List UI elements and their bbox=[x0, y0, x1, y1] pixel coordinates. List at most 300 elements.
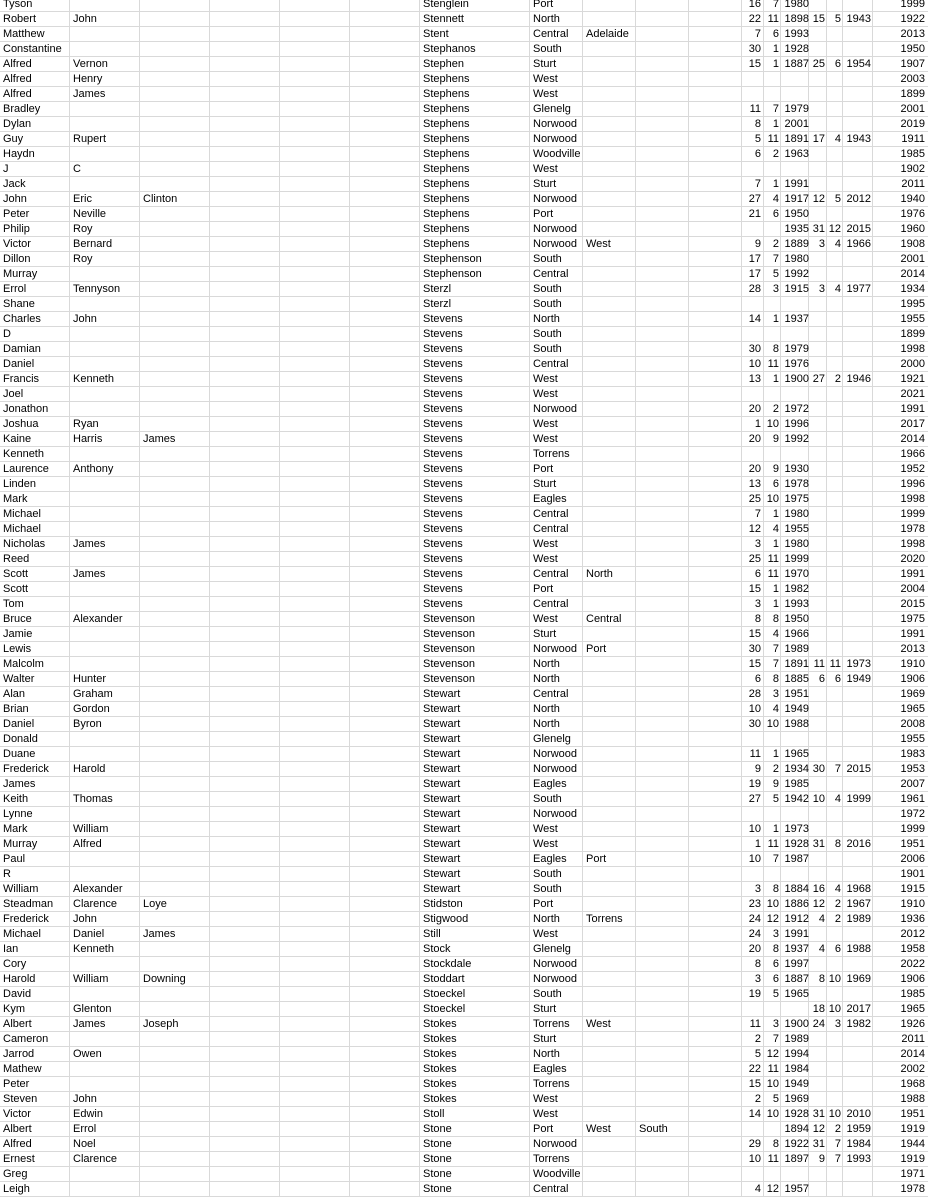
cell-death-day[interactable]: 6 bbox=[818, 673, 825, 685]
cell-surname[interactable]: Sterzl bbox=[423, 283, 452, 295]
cell-death-month[interactable] bbox=[827, 597, 841, 612]
cell-middle-name-2[interactable] bbox=[143, 1047, 207, 1062]
cell-middle-name-2[interactable]: Clinton bbox=[143, 193, 178, 205]
cell-death-day[interactable] bbox=[809, 687, 825, 702]
cell-surname[interactable]: Stephens bbox=[423, 178, 470, 190]
cell-death-month[interactable]: 2 bbox=[834, 898, 841, 910]
cell-surname[interactable]: Stephenson bbox=[423, 268, 482, 280]
cell-club-1[interactable]: South bbox=[533, 988, 562, 1000]
cell-surname[interactable]: Stewart bbox=[423, 793, 461, 805]
cell-debut-year[interactable]: 1951 bbox=[900, 838, 925, 850]
cell-birth-month[interactable]: 4 bbox=[772, 628, 779, 640]
cell-birth-year[interactable]: 1980 bbox=[784, 508, 809, 520]
cell-club-3[interactable] bbox=[639, 357, 687, 372]
cell-birth-year[interactable]: 1993 bbox=[784, 28, 809, 40]
cell-birth-day[interactable]: 10 bbox=[748, 1153, 761, 1165]
cell-death-month[interactable] bbox=[827, 927, 841, 942]
cell-club-1[interactable]: Eagles bbox=[533, 853, 567, 865]
cell-club-2[interactable] bbox=[586, 807, 634, 822]
cell-debut-year[interactable]: 1999 bbox=[900, 508, 925, 520]
cell-club-2[interactable] bbox=[586, 462, 634, 477]
cell-club-1[interactable]: West bbox=[533, 373, 558, 385]
cell-death-month[interactable]: 7 bbox=[834, 763, 841, 775]
cell-death-year[interactable]: 1989 bbox=[846, 913, 871, 925]
cell-middle-name-2[interactable] bbox=[143, 987, 207, 1002]
cell-club-3[interactable] bbox=[639, 492, 687, 507]
cell-club-1[interactable]: South bbox=[533, 253, 562, 265]
cell-club-2[interactable] bbox=[586, 87, 634, 102]
cell-club-1[interactable]: Norwood bbox=[533, 958, 578, 970]
cell-club-2[interactable] bbox=[586, 102, 634, 117]
cell-middle-name-2[interactable]: Joseph bbox=[143, 1018, 179, 1030]
cell-first-name[interactable]: David bbox=[3, 988, 32, 1000]
cell-club-2[interactable] bbox=[586, 1167, 634, 1182]
cell-middle-name-2[interactable] bbox=[143, 1032, 207, 1047]
cell-birth-month[interactable]: 2 bbox=[772, 403, 779, 415]
cell-surname[interactable]: Stephens bbox=[423, 163, 470, 175]
cell-club-1[interactable]: Sturt bbox=[533, 178, 557, 190]
cell-first-name[interactable]: J bbox=[3, 163, 9, 175]
cell-club-2[interactable] bbox=[586, 132, 634, 147]
cell-death-day[interactable]: 31 bbox=[812, 223, 825, 235]
cell-middle-name-2[interactable] bbox=[143, 342, 207, 357]
cell-club-2[interactable] bbox=[586, 942, 634, 957]
cell-club-1[interactable]: Central bbox=[533, 523, 569, 535]
cell-first-name[interactable]: Lynne bbox=[3, 808, 33, 820]
cell-club-3[interactable] bbox=[639, 852, 687, 867]
cell-middle-name-2[interactable] bbox=[143, 1122, 207, 1137]
cell-middle-name-1[interactable] bbox=[73, 447, 137, 462]
cell-birth-month[interactable]: 8 bbox=[772, 673, 779, 685]
cell-death-year[interactable] bbox=[843, 327, 871, 342]
cell-first-name[interactable]: Dillon bbox=[3, 253, 31, 265]
cell-first-name[interactable]: Daniel bbox=[3, 718, 35, 730]
cell-death-year[interactable]: 1969 bbox=[846, 973, 871, 985]
cell-birth-year[interactable]: 1886 bbox=[784, 898, 809, 910]
cell-club-1[interactable]: Port bbox=[533, 1123, 554, 1135]
cell-club-2[interactable] bbox=[586, 627, 634, 642]
cell-first-name[interactable]: Peter bbox=[3, 208, 30, 220]
cell-birth-month[interactable]: 11 bbox=[767, 13, 779, 25]
cell-middle-name-1[interactable] bbox=[73, 507, 137, 522]
cell-death-year[interactable] bbox=[843, 417, 871, 432]
cell-middle-name-1[interactable]: Graham bbox=[73, 688, 113, 700]
cell-middle-name-2[interactable] bbox=[143, 237, 207, 252]
cell-death-year[interactable] bbox=[843, 1047, 871, 1062]
cell-middle-name-1[interactable]: John bbox=[73, 313, 97, 325]
cell-surname[interactable]: Stephens bbox=[423, 103, 470, 115]
cell-death-day[interactable] bbox=[809, 72, 825, 87]
cell-surname[interactable]: Stephens bbox=[423, 88, 470, 100]
cell-death-year[interactable] bbox=[843, 1032, 871, 1047]
cell-surname[interactable]: Stevens bbox=[423, 568, 463, 580]
cell-middle-name-1[interactable]: Bernard bbox=[73, 238, 113, 250]
cell-surname[interactable]: Stevens bbox=[423, 358, 463, 370]
cell-middle-name-2[interactable] bbox=[143, 102, 207, 117]
cell-birth-month[interactable]: 7 bbox=[772, 643, 779, 655]
cell-middle-name-2[interactable] bbox=[143, 792, 207, 807]
cell-birth-year[interactable]: 1985 bbox=[784, 778, 809, 790]
cell-middle-name-1[interactable] bbox=[73, 402, 137, 417]
cell-death-month[interactable] bbox=[827, 42, 841, 57]
cell-birth-day[interactable]: 7 bbox=[754, 508, 761, 520]
cell-club-3[interactable] bbox=[639, 477, 687, 492]
cell-birth-year[interactable]: 1935 bbox=[784, 223, 809, 235]
cell-club-3[interactable] bbox=[639, 732, 687, 747]
cell-birth-month[interactable]: 8 bbox=[772, 613, 779, 625]
cell-club-3[interactable] bbox=[639, 207, 687, 222]
cell-death-day[interactable] bbox=[809, 342, 825, 357]
cell-birth-month[interactable]: 12 bbox=[766, 1048, 779, 1060]
cell-birth-day[interactable]: 30 bbox=[748, 643, 761, 655]
cell-first-name[interactable]: Robert bbox=[3, 13, 37, 25]
cell-birth-day[interactable]: 25 bbox=[748, 553, 761, 565]
cell-death-month[interactable]: 4 bbox=[834, 283, 841, 295]
cell-middle-name-1[interactable]: Kenneth bbox=[73, 943, 114, 955]
cell-death-day[interactable]: 4 bbox=[818, 943, 825, 955]
cell-death-year[interactable] bbox=[843, 447, 871, 462]
cell-death-year[interactable]: 1973 bbox=[846, 658, 871, 670]
cell-club-1[interactable]: Torrens bbox=[533, 448, 570, 460]
cell-surname[interactable]: Stokes bbox=[423, 1018, 457, 1030]
cell-middle-name-1[interactable]: Rupert bbox=[73, 133, 107, 145]
cell-club-1[interactable]: Norwood bbox=[533, 973, 578, 985]
cell-death-month[interactable] bbox=[827, 1167, 841, 1182]
cell-first-name[interactable]: Paul bbox=[3, 853, 26, 865]
cell-birth-month[interactable]: 12 bbox=[766, 913, 779, 925]
cell-birth-year[interactable]: 1994 bbox=[784, 1048, 809, 1060]
cell-death-year[interactable]: 1946 bbox=[846, 373, 871, 385]
cell-death-month[interactable] bbox=[827, 87, 841, 102]
cell-first-name[interactable]: Shane bbox=[3, 298, 35, 310]
cell-debut-year[interactable]: 2000 bbox=[900, 358, 925, 370]
cell-middle-name-1[interactable] bbox=[73, 1077, 137, 1092]
cell-middle-name-2[interactable] bbox=[143, 567, 207, 582]
cell-death-year[interactable] bbox=[843, 42, 871, 57]
cell-club-2[interactable] bbox=[586, 357, 634, 372]
cell-death-year[interactable] bbox=[843, 27, 871, 42]
cell-club-3[interactable] bbox=[639, 972, 687, 987]
cell-surname[interactable]: Stewart bbox=[423, 718, 461, 730]
cell-death-day[interactable] bbox=[809, 177, 825, 192]
cell-middle-name-2[interactable] bbox=[143, 477, 207, 492]
cell-first-name[interactable]: Laurence bbox=[3, 463, 49, 475]
cell-middle-name-1[interactable] bbox=[73, 297, 137, 312]
cell-club-2[interactable] bbox=[586, 282, 634, 297]
cell-first-name[interactable]: Mark bbox=[3, 493, 28, 505]
cell-middle-name-2[interactable] bbox=[143, 882, 207, 897]
cell-club-2[interactable] bbox=[586, 762, 634, 777]
cell-death-month[interactable] bbox=[827, 1047, 841, 1062]
cell-death-year[interactable]: 1977 bbox=[846, 283, 871, 295]
cell-club-1[interactable]: Eagles bbox=[533, 1063, 567, 1075]
cell-birth-day[interactable]: 10 bbox=[748, 823, 761, 835]
cell-middle-name-2[interactable] bbox=[143, 1107, 207, 1122]
cell-birth-month[interactable]: 5 bbox=[772, 268, 779, 280]
cell-club-1[interactable]: North bbox=[533, 313, 560, 325]
cell-death-year[interactable]: 1967 bbox=[846, 898, 871, 910]
cell-death-day[interactable]: 12 bbox=[812, 898, 825, 910]
cell-debut-year[interactable]: 1999 bbox=[900, 823, 925, 835]
cell-birth-day[interactable]: 7 bbox=[754, 28, 761, 40]
cell-club-3[interactable] bbox=[639, 12, 687, 27]
cell-club-1[interactable]: West bbox=[533, 163, 558, 175]
cell-middle-name-1[interactable] bbox=[73, 1062, 137, 1077]
cell-death-year[interactable]: 1982 bbox=[846, 1018, 871, 1030]
cell-birth-month[interactable]: 7 bbox=[772, 853, 779, 865]
cell-debut-year[interactable]: 1978 bbox=[900, 1183, 925, 1195]
cell-club-3[interactable] bbox=[639, 612, 687, 627]
cell-middle-name-1[interactable] bbox=[73, 957, 137, 972]
cell-middle-name-2[interactable] bbox=[143, 417, 207, 432]
cell-death-month[interactable]: 2 bbox=[834, 373, 841, 385]
cell-club-2[interactable] bbox=[586, 882, 634, 897]
cell-club-2[interactable] bbox=[586, 477, 634, 492]
cell-death-year[interactable] bbox=[843, 552, 871, 567]
cell-birth-day[interactable]: 24 bbox=[748, 913, 761, 925]
cell-first-name[interactable]: Albert bbox=[3, 1018, 32, 1030]
cell-club-3[interactable]: South bbox=[639, 1123, 668, 1135]
cell-birth-day[interactable]: 9 bbox=[754, 238, 761, 250]
cell-birth-month[interactable]: 8 bbox=[772, 943, 779, 955]
cell-debut-year[interactable]: 2017 bbox=[900, 418, 925, 430]
cell-death-year[interactable] bbox=[843, 507, 871, 522]
cell-birth-month[interactable] bbox=[764, 297, 779, 312]
cell-birth-year[interactable] bbox=[783, 327, 809, 342]
cell-club-3[interactable] bbox=[639, 627, 687, 642]
cell-death-month[interactable]: 8 bbox=[834, 838, 841, 850]
cell-debut-year[interactable]: 1944 bbox=[900, 1138, 925, 1150]
cell-birth-month[interactable]: 10 bbox=[766, 1108, 779, 1120]
cell-first-name[interactable]: Alan bbox=[3, 688, 26, 700]
cell-debut-year[interactable]: 1971 bbox=[900, 1168, 925, 1180]
cell-birth-day[interactable]: 22 bbox=[748, 13, 761, 25]
cell-middle-name-2[interactable] bbox=[143, 1077, 207, 1092]
cell-death-day[interactable] bbox=[809, 1182, 825, 1197]
cell-first-name[interactable]: Harold bbox=[3, 973, 36, 985]
cell-death-year[interactable] bbox=[843, 1182, 871, 1197]
cell-birth-month[interactable]: 9 bbox=[772, 433, 779, 445]
cell-club-2[interactable] bbox=[586, 492, 634, 507]
cell-death-day[interactable] bbox=[809, 927, 825, 942]
cell-birth-month[interactable]: 4 bbox=[772, 193, 779, 205]
cell-middle-name-1[interactable] bbox=[73, 117, 137, 132]
cell-club-2[interactable] bbox=[586, 117, 634, 132]
cell-middle-name-2[interactable] bbox=[143, 447, 207, 462]
cell-birth-month[interactable]: 8 bbox=[772, 343, 779, 355]
cell-death-year[interactable] bbox=[843, 822, 871, 837]
cell-club-2[interactable] bbox=[586, 867, 634, 882]
cell-death-month[interactable]: 12 bbox=[828, 223, 841, 235]
cell-death-year[interactable] bbox=[843, 567, 871, 582]
cell-debut-year[interactable]: 2021 bbox=[900, 388, 925, 400]
cell-death-month[interactable] bbox=[827, 1182, 841, 1197]
cell-birth-month[interactable]: 7 bbox=[772, 0, 779, 10]
cell-death-day[interactable] bbox=[809, 987, 825, 1002]
cell-club-2[interactable] bbox=[586, 12, 634, 27]
cell-debut-year[interactable]: 2006 bbox=[900, 853, 925, 865]
cell-middle-name-1[interactable]: Henry bbox=[73, 73, 103, 85]
cell-debut-year[interactable]: 1936 bbox=[900, 913, 925, 925]
cell-death-year[interactable] bbox=[843, 342, 871, 357]
cell-birth-month[interactable]: 7 bbox=[772, 103, 779, 115]
cell-club-1[interactable]: North bbox=[533, 703, 560, 715]
cell-club-2[interactable] bbox=[586, 582, 634, 597]
cell-club-2[interactable] bbox=[586, 1032, 634, 1047]
cell-death-year[interactable]: 2012 bbox=[846, 193, 871, 205]
cell-birth-year[interactable]: 1897 bbox=[784, 1153, 809, 1165]
cell-birth-month[interactable]: 8 bbox=[772, 883, 779, 895]
cell-debut-year[interactable]: 2013 bbox=[900, 28, 925, 40]
cell-first-name[interactable]: Victor bbox=[3, 1108, 31, 1120]
cell-middle-name-2[interactable] bbox=[143, 207, 207, 222]
cell-surname[interactable]: Stevens bbox=[423, 523, 463, 535]
cell-death-month[interactable]: 6 bbox=[834, 943, 841, 955]
cell-first-name[interactable]: Alfred bbox=[3, 88, 32, 100]
cell-middle-name-1[interactable]: Glenton bbox=[73, 1003, 112, 1015]
cell-death-year[interactable]: 1984 bbox=[846, 1138, 871, 1150]
cell-middle-name-1[interactable]: Daniel bbox=[73, 928, 105, 940]
cell-middle-name-2[interactable] bbox=[143, 1152, 207, 1167]
cell-death-month[interactable]: 6 bbox=[834, 58, 841, 70]
cell-middle-name-2[interactable] bbox=[143, 822, 207, 837]
cell-club-2[interactable] bbox=[586, 747, 634, 762]
cell-club-1[interactable]: Sturt bbox=[533, 1003, 557, 1015]
cell-death-day[interactable] bbox=[809, 582, 825, 597]
cell-debut-year[interactable]: 1991 bbox=[900, 403, 925, 415]
cell-club-1[interactable]: Glenelg bbox=[533, 943, 571, 955]
cell-middle-name-1[interactable] bbox=[73, 357, 137, 372]
cell-club-1[interactable]: Central bbox=[533, 1183, 569, 1195]
cell-surname[interactable]: Stephens bbox=[423, 118, 470, 130]
cell-club-1[interactable]: North bbox=[533, 1048, 560, 1060]
cell-first-name[interactable]: Steadman bbox=[3, 898, 54, 910]
cell-death-year[interactable]: 1999 bbox=[846, 793, 871, 805]
cell-middle-name-2[interactable] bbox=[143, 0, 207, 12]
cell-club-1[interactable]: North bbox=[533, 673, 560, 685]
cell-surname[interactable]: Stevenson bbox=[423, 643, 475, 655]
cell-first-name[interactable]: Duane bbox=[3, 748, 36, 760]
cell-middle-name-1[interactable]: Harold bbox=[73, 763, 106, 775]
cell-death-day[interactable]: 3 bbox=[818, 238, 825, 250]
cell-debut-year[interactable]: 1953 bbox=[900, 763, 925, 775]
cell-debut-year[interactable]: 2011 bbox=[901, 178, 925, 190]
cell-middle-name-2[interactable] bbox=[143, 852, 207, 867]
cell-middle-name-2[interactable] bbox=[143, 867, 207, 882]
cell-middle-name-1[interactable] bbox=[73, 1167, 137, 1182]
cell-middle-name-2[interactable] bbox=[143, 492, 207, 507]
cell-club-1[interactable]: Central bbox=[533, 688, 569, 700]
cell-club-1[interactable]: Woodville bbox=[533, 148, 581, 160]
cell-debut-year[interactable]: 1901 bbox=[900, 868, 925, 880]
cell-death-month[interactable] bbox=[827, 687, 841, 702]
cell-debut-year[interactable]: 1915 bbox=[900, 883, 925, 895]
cell-death-year[interactable]: 1949 bbox=[846, 673, 871, 685]
cell-club-1[interactable]: West bbox=[533, 433, 558, 445]
cell-birth-day[interactable]: 22 bbox=[748, 1063, 761, 1075]
cell-death-day[interactable]: 8 bbox=[818, 973, 825, 985]
cell-birth-month[interactable] bbox=[764, 447, 779, 462]
cell-first-name[interactable]: D bbox=[3, 328, 11, 340]
cell-middle-name-2[interactable] bbox=[143, 12, 207, 27]
cell-club-1[interactable]: Norwood bbox=[533, 808, 578, 820]
cell-birth-year[interactable]: 1982 bbox=[784, 583, 809, 595]
cell-club-2[interactable] bbox=[586, 387, 634, 402]
cell-birth-year[interactable]: 1950 bbox=[784, 208, 809, 220]
cell-club-3[interactable] bbox=[639, 1032, 687, 1047]
cell-debut-year[interactable]: 2020 bbox=[900, 553, 925, 565]
cell-middle-name-2[interactable] bbox=[143, 837, 207, 852]
cell-club-1[interactable]: Sturt bbox=[533, 58, 557, 70]
cell-death-year[interactable] bbox=[843, 957, 871, 972]
cell-club-3[interactable] bbox=[639, 687, 687, 702]
cell-club-2[interactable] bbox=[586, 1107, 634, 1122]
cell-death-year[interactable] bbox=[843, 492, 871, 507]
cell-club-2[interactable]: Port bbox=[586, 643, 607, 655]
cell-club-2[interactable] bbox=[586, 777, 634, 792]
cell-club-2[interactable] bbox=[586, 342, 634, 357]
cell-death-day[interactable] bbox=[809, 1092, 825, 1107]
cell-death-year[interactable]: 1968 bbox=[846, 883, 871, 895]
cell-birth-year[interactable]: 1900 bbox=[784, 1018, 809, 1030]
cell-first-name[interactable]: Michael bbox=[3, 928, 41, 940]
cell-middle-name-1[interactable]: John bbox=[73, 913, 97, 925]
cell-club-1[interactable]: Norwood bbox=[533, 403, 578, 415]
cell-first-name[interactable]: Jonathon bbox=[3, 403, 49, 415]
cell-death-day[interactable] bbox=[809, 432, 825, 447]
cell-middle-name-2[interactable] bbox=[143, 642, 207, 657]
cell-club-3[interactable] bbox=[639, 597, 687, 612]
cell-debut-year[interactable]: 1983 bbox=[900, 748, 925, 760]
cell-middle-name-2[interactable] bbox=[143, 1092, 207, 1107]
cell-club-3[interactable] bbox=[639, 777, 687, 792]
cell-birth-day[interactable]: 6 bbox=[754, 148, 761, 160]
cell-birth-month[interactable]: 6 bbox=[772, 478, 779, 490]
cell-surname[interactable]: Sterzl bbox=[423, 298, 452, 310]
cell-death-year[interactable] bbox=[843, 117, 871, 132]
cell-birth-month[interactable]: 9 bbox=[772, 778, 779, 790]
cell-death-month[interactable] bbox=[827, 27, 841, 42]
cell-debut-year[interactable]: 1991 bbox=[900, 568, 925, 580]
cell-birth-month[interactable]: 12 bbox=[766, 1183, 779, 1195]
cell-middle-name-1[interactable]: Roy bbox=[73, 253, 93, 265]
cell-first-name[interactable]: Frederick bbox=[3, 913, 49, 925]
cell-middle-name-1[interactable]: Errol bbox=[73, 1123, 97, 1135]
cell-death-month[interactable] bbox=[827, 492, 841, 507]
cell-death-month[interactable] bbox=[827, 807, 841, 822]
cell-surname[interactable]: Stokes bbox=[423, 1078, 457, 1090]
cell-club-1[interactable]: Glenelg bbox=[533, 733, 571, 745]
cell-surname[interactable]: Stone bbox=[423, 1168, 452, 1180]
cell-club-2[interactable] bbox=[586, 297, 634, 312]
cell-birth-day[interactable] bbox=[742, 72, 761, 87]
cell-birth-year[interactable]: 1937 bbox=[784, 313, 809, 325]
cell-death-year[interactable] bbox=[843, 462, 871, 477]
cell-club-2[interactable] bbox=[586, 162, 634, 177]
cell-birth-day[interactable]: 8 bbox=[754, 118, 761, 130]
cell-debut-year[interactable]: 1968 bbox=[900, 1078, 925, 1090]
cell-death-month[interactable]: 7 bbox=[834, 1153, 841, 1165]
cell-death-month[interactable] bbox=[827, 267, 841, 282]
cell-birth-month[interactable]: 10 bbox=[766, 1078, 779, 1090]
cell-first-name[interactable]: Michael bbox=[3, 523, 41, 535]
cell-club-2[interactable] bbox=[586, 987, 634, 1002]
cell-middle-name-1[interactable]: William bbox=[73, 973, 109, 985]
cell-surname[interactable]: Stevens bbox=[423, 343, 463, 355]
cell-club-2[interactable] bbox=[586, 897, 634, 912]
cell-middle-name-1[interactable]: James bbox=[73, 88, 106, 100]
cell-middle-name-1[interactable]: Anthony bbox=[73, 463, 114, 475]
